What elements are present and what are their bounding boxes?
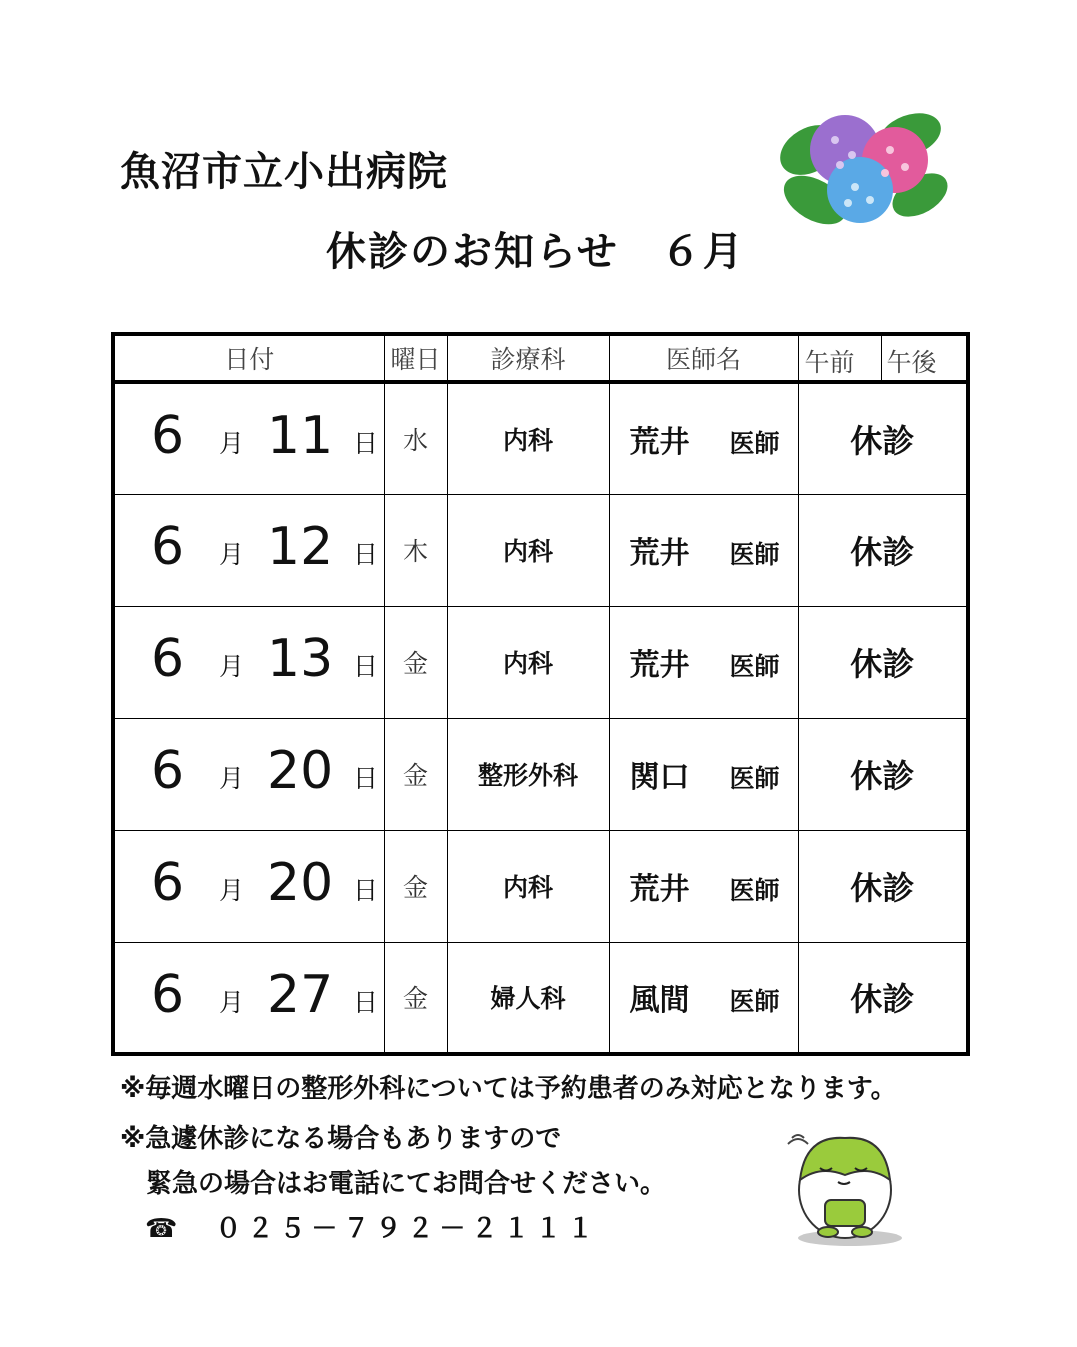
department-cell: 内科 [447, 494, 609, 606]
table-row [113, 606, 968, 718]
doctor-title: 医師 [729, 652, 780, 681]
header-divider [881, 336, 882, 380]
status-cell: 休診 [798, 494, 968, 606]
department-cell: 婦人科 [447, 942, 609, 1054]
weekday-cell: 金 [384, 942, 447, 1054]
doctor-name: 荒井 [629, 424, 690, 460]
month: 6 [151, 740, 185, 801]
table-row [113, 830, 968, 942]
header-doctor: 医師名 [609, 334, 798, 382]
day-label: 日 [353, 875, 379, 905]
month-label: 月 [219, 763, 245, 793]
doctor-name: 荒井 [629, 648, 690, 683]
day-label: 日 [353, 539, 379, 569]
department-cell: 内科 [447, 606, 609, 718]
header-pm: 午後 [886, 348, 937, 377]
header-date: 日付 [113, 334, 384, 382]
day: 12 [267, 516, 334, 577]
day: 27 [267, 964, 334, 1025]
phone-number: ☎ ０２５－７９２－２１１１ [145, 1214, 600, 1244]
hospital-name: 魚沼市立小出病院 [120, 149, 448, 195]
doctor-title: 医師 [729, 987, 780, 1017]
date-cell [113, 606, 384, 718]
closure-table [111, 332, 970, 1056]
weekday-cell: 金 [384, 830, 447, 942]
date-cell [113, 942, 384, 1054]
doctor-cell [609, 830, 798, 942]
date-cell [113, 830, 384, 942]
weekday-cell: 木 [384, 494, 447, 606]
day: 20 [267, 852, 334, 913]
doctor-cell [609, 494, 798, 606]
month-label: 月 [219, 875, 245, 905]
mascot-icon [780, 1120, 910, 1250]
table-row [113, 718, 968, 830]
department-cell: 内科 [447, 830, 609, 942]
header-am-pm [798, 334, 968, 382]
note-contact: 緊急の場合はお電話にてお問合せください。 [120, 1169, 667, 1199]
status-cell: 休診 [798, 382, 968, 494]
month: 6 [151, 406, 185, 466]
weekday-cell: 金 [384, 718, 447, 830]
note-orthopedics: ※毎週水曜日の整形外科については予約患者のみ対応となります。 [120, 1074, 897, 1104]
note-sudden-closure: ※急遽休診になる場合もありますので [120, 1124, 562, 1154]
status-cell: 休診 [798, 942, 968, 1054]
month: 6 [151, 516, 185, 577]
weekday-cell: 金 [384, 606, 447, 718]
doctor-title: 医師 [729, 764, 780, 793]
date-cell [113, 718, 384, 830]
day-label: 日 [353, 987, 379, 1017]
month-label: 月 [219, 539, 245, 569]
doctor-name: 風間 [629, 983, 690, 1019]
status-cell: 休診 [798, 606, 968, 718]
month-label: 月 [219, 651, 245, 681]
doctor-name: 荒井 [629, 872, 690, 907]
day: 11 [267, 406, 334, 466]
doctor-title: 医師 [729, 428, 780, 458]
hydrangea-icon [770, 95, 950, 230]
doctor-cell [609, 382, 798, 494]
day-label: 日 [353, 651, 379, 681]
doctor-cell [609, 942, 798, 1054]
month: 6 [151, 852, 185, 913]
date-cell [113, 494, 384, 606]
doctor-title: 医師 [729, 876, 780, 905]
table-row [113, 382, 968, 494]
header-am: 午前 [804, 348, 855, 377]
status-cell: 休診 [798, 830, 968, 942]
date-cell [113, 382, 384, 494]
doctor-cell [609, 606, 798, 718]
month-label: 月 [219, 987, 245, 1017]
department-cell: 整形外科 [447, 718, 609, 830]
day: 20 [267, 740, 334, 801]
month: 6 [151, 964, 185, 1025]
doctor-name: 関口 [629, 760, 690, 795]
table-header-row [113, 334, 968, 382]
month: 6 [151, 628, 185, 689]
header-weekday: 曜日 [384, 334, 447, 382]
notice-title: 休診のお知らせ ６月 [326, 229, 745, 275]
doctor-title: 医師 [729, 540, 780, 569]
header-department: 診療科 [447, 334, 609, 382]
day-label: 日 [353, 763, 379, 793]
day: 13 [267, 628, 334, 689]
doctor-name: 荒井 [629, 536, 690, 571]
table-row [113, 942, 968, 1054]
day-label: 日 [353, 429, 379, 458]
doctor-cell [609, 718, 798, 830]
month-label: 月 [219, 429, 245, 458]
table-row [113, 494, 968, 606]
status-cell: 休診 [798, 718, 968, 830]
weekday-cell: 水 [384, 382, 447, 494]
department-cell: 内科 [447, 382, 609, 494]
